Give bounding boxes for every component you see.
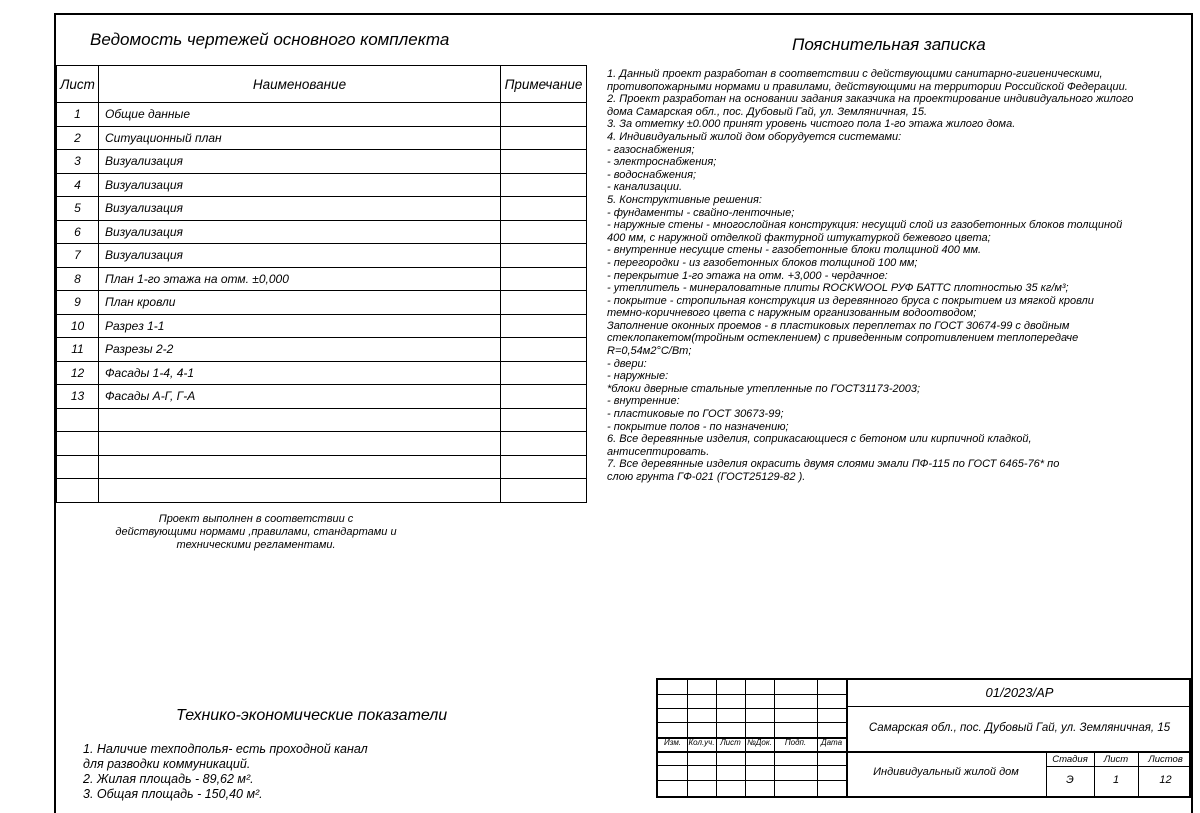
table-row bbox=[57, 173, 587, 197]
sheet-name-cell: Фасады 1-4, 4-1 bbox=[99, 361, 501, 385]
sheet-name-cell: Визуализация bbox=[99, 244, 501, 268]
tep-line: для разводки коммуникаций. bbox=[83, 757, 251, 771]
sheet-name-cell bbox=[99, 408, 501, 432]
note-line: - двери: bbox=[607, 357, 647, 370]
sheets-value: 12 bbox=[1159, 774, 1172, 786]
table-row bbox=[57, 338, 587, 362]
sheet-note-cell bbox=[501, 361, 587, 385]
compliance-note bbox=[96, 513, 416, 552]
note-line: темно-коричневого цвета с наружным организованным водоотводом; bbox=[607, 307, 977, 320]
sheet-name-cell: Общие данные bbox=[99, 103, 501, 127]
sheet-number-cell: 7 bbox=[57, 244, 99, 268]
sheet-name-cell: Разрезы 2-2 bbox=[99, 338, 501, 362]
note-line: - перегородки - из газобетонных блоков толщиной 100 мм; bbox=[607, 256, 918, 269]
sheet-number-cell bbox=[57, 432, 99, 456]
note-line: - наружные: bbox=[607, 370, 669, 383]
sheet-number-cell: 2 bbox=[57, 126, 99, 150]
note-line: 7. Все деревянные изделия окрасить двумя слоями эмали ПФ-115 по ГОСТ 6465-76* по bbox=[607, 458, 1060, 471]
table-row bbox=[57, 479, 587, 503]
sheet-number-cell: 4 bbox=[57, 173, 99, 197]
sheet-name-cell bbox=[99, 432, 501, 456]
sheet-number-cell: 13 bbox=[57, 385, 99, 409]
project-code: 01/2023/АР bbox=[985, 685, 1054, 700]
note-line: - внутренние: bbox=[607, 395, 680, 408]
table-row bbox=[57, 314, 587, 338]
note-line: антисептировать. bbox=[607, 445, 710, 458]
sheet-name-cell: Визуализация bbox=[99, 197, 501, 221]
explanatory-note-body bbox=[607, 68, 1177, 484]
sheet-number-cell: 1 bbox=[57, 103, 99, 127]
sheet-note-cell bbox=[501, 173, 587, 197]
note-line: - водоснабжения; bbox=[607, 168, 697, 181]
explanatory-note-title: Пояснительная записка bbox=[792, 35, 986, 54]
col-header-data: Дата bbox=[820, 738, 843, 747]
sheet-note-cell bbox=[501, 103, 587, 127]
sheet-note-cell bbox=[501, 455, 587, 479]
note-line: - покрытие - стропильная конструкция из деревянного бруса с покрытием из мягкой кровли bbox=[607, 294, 1094, 307]
note-line: - пластиковые по ГОСТ 30673-99; bbox=[607, 408, 784, 421]
note-line: противопожарными нормами и правилами, действующими на территории Российской Федерации. bbox=[607, 80, 1128, 93]
header-sheet: Лист bbox=[57, 66, 99, 103]
sheet-number-cell: 5 bbox=[57, 197, 99, 221]
object-name: Индивидуальный жилой дом bbox=[873, 766, 1019, 778]
note-line: - покрытие полов - по назначению; bbox=[607, 420, 789, 433]
sheet-number-cell: 9 bbox=[57, 291, 99, 315]
note-line: дома Самарская обл., пос. Дубовый Гай, ул. Земляничная, 15. bbox=[607, 105, 928, 118]
table-row bbox=[57, 291, 587, 315]
sheet-note-cell bbox=[501, 220, 587, 244]
tep-title: Технико-экономические показатели bbox=[176, 707, 448, 724]
sheet-name-cell: Разрез 1-1 bbox=[99, 314, 501, 338]
note-line: Заполнение оконных проемов - в пластиковых переплетах по ГОСТ 30674-99 с двойным bbox=[607, 319, 1070, 332]
note-line: *блоки дверные стальные утепленные по ГОСТ31173-2003; bbox=[607, 382, 921, 395]
table-row bbox=[57, 220, 587, 244]
note-line: - перекрытие 1-го этажа на отм. +3,000 - чердачное: bbox=[607, 269, 888, 282]
note-line: слою грунта ГФ-021 (ГОСТ25129-82 ). bbox=[607, 471, 806, 483]
sheet-number-cell: 11 bbox=[57, 338, 99, 362]
col-header-doc: №Док. bbox=[747, 738, 772, 747]
col-header-list: Лист bbox=[720, 738, 741, 747]
note-line: стеклопакетом(тройным остеклением) с приведенным сопротивлением теплопередаче bbox=[607, 332, 1079, 345]
sheet-number-cell: 8 bbox=[57, 267, 99, 291]
sheet-note-cell bbox=[501, 432, 587, 456]
note-line: - наружные стены - многослойная конструкция: несущий слой из газобетонных блоков толщиной bbox=[607, 219, 1123, 232]
vedomost-title: Ведомость чертежей основного комплекта bbox=[90, 30, 450, 49]
table-row bbox=[57, 126, 587, 150]
tep-line: 3. Общая площадь - 150,40 м². bbox=[83, 787, 263, 801]
sheet-name-cell bbox=[99, 455, 501, 479]
table-row bbox=[57, 455, 587, 479]
table-row bbox=[57, 197, 587, 221]
sheet-note-cell bbox=[501, 385, 587, 409]
sheet-note-cell bbox=[501, 479, 587, 503]
table-row bbox=[57, 432, 587, 456]
table-row bbox=[57, 244, 587, 268]
sheet-number-cell: 10 bbox=[57, 314, 99, 338]
stage-value: Э bbox=[1066, 774, 1074, 786]
sheet-note-cell bbox=[501, 314, 587, 338]
sheet-value: 1 bbox=[1112, 774, 1120, 786]
note-line: 5. Конструктивные решения: bbox=[607, 193, 762, 206]
sheet-note-cell bbox=[501, 291, 587, 315]
table-row bbox=[57, 361, 587, 385]
compliance-line: действующими нормами ,правилами, стандартами и bbox=[115, 526, 397, 538]
note-line: R=0,54м2°С/Вт; bbox=[607, 345, 692, 358]
note-line: - газоснабжения; bbox=[607, 143, 695, 156]
compliance-line: техническими регламентами. bbox=[176, 539, 336, 551]
compliance-line: Проект выполнен в соответствии с bbox=[158, 513, 354, 525]
sheet-name-cell: Ситуационный план bbox=[99, 126, 501, 150]
sheet-number-cell: 3 bbox=[57, 150, 99, 174]
note-line: 2. Проект разработан на основании задания заказчика на проектирование индивидуального жилого bbox=[607, 93, 1134, 106]
sheet-note-cell bbox=[501, 338, 587, 362]
sheets-label: Листов bbox=[1148, 754, 1183, 765]
stage-label: Стадия bbox=[1052, 754, 1088, 765]
sheet-label: Лист bbox=[1103, 754, 1129, 765]
sheet-note-cell bbox=[501, 267, 587, 291]
note-line: - электроснабжения; bbox=[607, 156, 717, 169]
sheet-note-cell bbox=[501, 126, 587, 150]
table-row bbox=[57, 408, 587, 432]
table-header-row bbox=[57, 66, 587, 103]
col-header-podp: Подп. bbox=[784, 738, 807, 747]
sheet-number-cell bbox=[57, 408, 99, 432]
title-block bbox=[656, 678, 1191, 798]
table-row bbox=[57, 150, 587, 174]
tep-line: 2. Жилая площадь - 89,62 м². bbox=[83, 772, 254, 786]
table-row bbox=[57, 103, 587, 127]
note-line: - фундаменты - свайно-ленточные; bbox=[607, 206, 795, 219]
header-note: Примечание bbox=[501, 66, 587, 103]
note-line: 6. Все деревянные изделия, соприкасающиеся с бетоном или кирпичной кладкой, bbox=[607, 433, 1032, 446]
sheet-number-cell: 12 bbox=[57, 361, 99, 385]
sheet-name-cell: Фасады А-Г, Г-А bbox=[99, 385, 501, 409]
sheet-name-cell: Визуализация bbox=[99, 220, 501, 244]
sheet-name-cell: Визуализация bbox=[99, 173, 501, 197]
sheet-number-cell bbox=[57, 455, 99, 479]
sheet-name-cell bbox=[99, 479, 501, 503]
note-line: 1. Данный проект разработан в соответствии с действующими санитарно-гигиеническими, bbox=[607, 68, 1103, 80]
sheet-note-cell bbox=[501, 197, 587, 221]
project-address: Самарская обл., пос. Дубовый Гай, ул. Земляничная, 15 bbox=[868, 722, 1171, 734]
sheet-number-cell bbox=[57, 479, 99, 503]
col-header-izm: Изм. bbox=[663, 738, 682, 747]
sheet-number-cell: 6 bbox=[57, 220, 99, 244]
note-line: 4. Индивидуальный жилой дом оборудуется системами: bbox=[607, 130, 902, 143]
sheet-name-cell: Визуализация bbox=[99, 150, 501, 174]
sheet-name-cell: План 1-го этажа на отм. ±0,000 bbox=[99, 267, 501, 291]
note-line: - утеплитель - минераловатные плиты ROCKWOOL РУФ БАТТС плотностью 35 кг/м³; bbox=[607, 282, 1069, 295]
col-header-kol-uch: Кол.уч. bbox=[688, 738, 715, 747]
header-name: Наименование bbox=[99, 66, 501, 103]
sheet-note-cell bbox=[501, 150, 587, 174]
note-line: 400 мм, с наружной отделкой фактурной штукатуркой бежевого цвета; bbox=[607, 231, 991, 244]
note-line: 3. За отметку ±0.000 принят уровень чистого пола 1-го этажа жилого дома. bbox=[607, 118, 1016, 131]
drawings-list-table bbox=[56, 65, 587, 503]
table-row bbox=[57, 267, 587, 291]
note-line: - внутренние несущие стены - газобетонные блоки толщиной 400 мм. bbox=[607, 244, 982, 257]
tep-list bbox=[83, 742, 368, 802]
note-line: - канализации. bbox=[607, 181, 683, 194]
sheet-note-cell bbox=[501, 408, 587, 432]
table-row bbox=[57, 385, 587, 409]
sheet-note-cell bbox=[501, 244, 587, 268]
sheet-name-cell: План кровли bbox=[99, 291, 501, 315]
tep-line: 1. Наличие техподполья- есть проходной канал bbox=[83, 742, 368, 756]
